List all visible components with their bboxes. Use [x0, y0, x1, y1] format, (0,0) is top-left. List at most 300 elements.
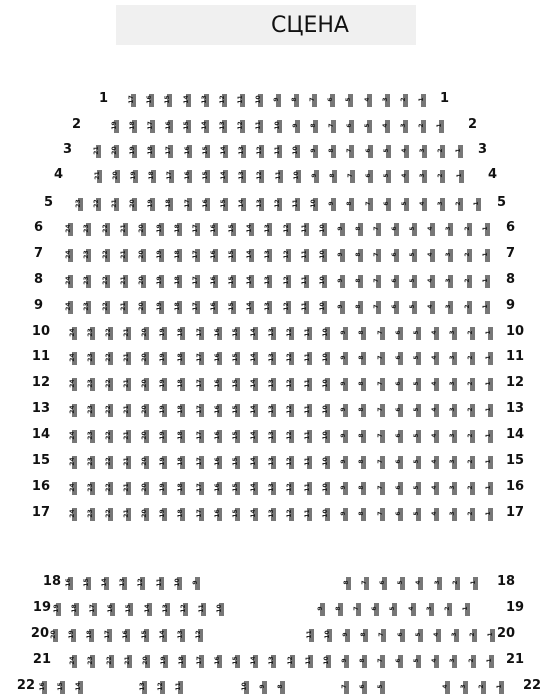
seat-row-3-2[interactable] [436, 145, 445, 158]
seat-row-11-18[interactable] [176, 352, 185, 365]
seat-row-8-9[interactable] [336, 275, 345, 288]
seat-row-8-15[interactable] [227, 275, 236, 288]
seat-row-8-2[interactable] [463, 275, 472, 288]
seat-row-10-8[interactable] [357, 327, 366, 340]
seat-row-4-13[interactable] [237, 170, 246, 183]
seat-row-14-5[interactable] [412, 430, 421, 443]
seat-row-16-10[interactable] [321, 482, 330, 495]
seat-row-16-12[interactable] [285, 482, 294, 495]
seat-row-7-23[interactable] [82, 249, 91, 262]
seat-row-2-12[interactable] [236, 120, 245, 133]
seat-row-15-23[interactable] [86, 456, 95, 469]
seat-row-19-4[interactable] [407, 603, 416, 616]
seat-row-6-5[interactable] [408, 223, 417, 236]
seat-row-6-2[interactable] [463, 223, 472, 236]
seat-row-22-1[interactable] [495, 681, 504, 694]
seat-row-21-18[interactable] [177, 655, 186, 668]
seat-row-20-15[interactable] [140, 629, 149, 642]
seat-row-5-1[interactable] [472, 198, 481, 211]
seat-row-16-9[interactable] [339, 482, 348, 495]
seat-row-2-19[interactable] [110, 120, 119, 133]
seat-row-5-6[interactable] [382, 198, 391, 211]
seat-row-21-3[interactable] [448, 655, 457, 668]
seat-row-4-16[interactable] [183, 170, 192, 183]
seat-row-15-9[interactable] [339, 456, 348, 469]
seat-row-20-11[interactable] [305, 629, 314, 642]
seat-row-6-18[interactable] [173, 223, 182, 236]
seat-row-1-16[interactable] [145, 94, 154, 107]
seat-row-14-12[interactable] [285, 430, 294, 443]
seat-row-12-12[interactable] [285, 378, 294, 391]
seat-row-10-10[interactable] [321, 327, 330, 340]
seat-row-22-4[interactable] [441, 681, 450, 694]
seat-row-17-23[interactable] [86, 508, 95, 521]
seat-row-16-23[interactable] [86, 482, 95, 495]
seat-row-4-2[interactable] [436, 170, 445, 183]
seat-row-14-20[interactable] [140, 430, 149, 443]
seat-row-6-10[interactable] [318, 223, 327, 236]
seat-row-18-11[interactable] [155, 577, 164, 590]
seat-row-4-9[interactable] [310, 170, 319, 183]
seat-row-20-9[interactable] [341, 629, 350, 642]
seat-row-18-15[interactable] [82, 577, 91, 590]
seat-row-3-7[interactable] [345, 145, 354, 158]
seat-row-1-9[interactable] [272, 94, 281, 107]
seat-row-13-22[interactable] [104, 404, 113, 417]
seat-row-4-21[interactable] [93, 170, 102, 183]
seat-row-15-10[interactable] [321, 456, 330, 469]
seat-row-1-2[interactable] [399, 94, 408, 107]
seat-row-16-20[interactable] [140, 482, 149, 495]
seat-row-16-4[interactable] [430, 482, 439, 495]
seat-row-17-22[interactable] [104, 508, 113, 521]
seat-row-16-6[interactable] [394, 482, 403, 495]
seat-row-1-6[interactable] [326, 94, 335, 107]
seat-row-6-14[interactable] [245, 223, 254, 236]
seat-row-9-5[interactable] [408, 301, 417, 314]
seat-row-16-13[interactable] [267, 482, 276, 495]
seat-row-22-16[interactable] [38, 681, 47, 694]
seat-row-14-1[interactable] [484, 430, 493, 443]
seat-row-4-7[interactable] [346, 170, 355, 183]
seat-row-21-2[interactable] [467, 655, 476, 668]
seat-row-13-23[interactable] [86, 404, 95, 417]
seat-row-11-21[interactable] [122, 352, 131, 365]
seat-row-9-15[interactable] [227, 301, 236, 314]
seat-row-10-13[interactable] [267, 327, 276, 340]
seat-row-11-24[interactable] [68, 352, 77, 365]
seat-row-11-2[interactable] [466, 352, 475, 365]
seat-row-17-12[interactable] [285, 508, 294, 521]
seat-row-6-9[interactable] [336, 223, 345, 236]
seat-row-7-13[interactable] [263, 249, 272, 262]
seat-row-2-13[interactable] [218, 120, 227, 133]
seat-row-5-22[interactable] [92, 198, 101, 211]
seat-row-20-13[interactable] [176, 629, 185, 642]
seat-row-8-22[interactable] [101, 275, 110, 288]
seat-row-1-8[interactable] [290, 94, 299, 107]
seat-row-19-2[interactable] [443, 603, 452, 616]
seat-row-4-20[interactable] [111, 170, 120, 183]
seat-row-4-8[interactable] [328, 170, 337, 183]
seat-row-2-4[interactable] [381, 120, 390, 133]
seat-row-5-17[interactable] [183, 198, 192, 211]
seat-row-18-4[interactable] [414, 577, 423, 590]
seat-row-16-22[interactable] [104, 482, 113, 495]
seat-row-14-4[interactable] [430, 430, 439, 443]
seat-row-9-21[interactable] [119, 301, 128, 314]
seat-row-16-1[interactable] [484, 482, 493, 495]
seat-row-13-7[interactable] [376, 404, 385, 417]
seat-row-10-7[interactable] [376, 327, 385, 340]
seat-row-19-18[interactable] [70, 603, 79, 616]
seat-row-8-8[interactable] [354, 275, 363, 288]
seat-row-2-10[interactable] [273, 120, 282, 133]
seat-row-22-11[interactable] [174, 681, 183, 694]
seat-row-14-9[interactable] [339, 430, 348, 443]
seat-row-21-15[interactable] [231, 655, 240, 668]
seat-row-11-11[interactable] [303, 352, 312, 365]
seat-row-19-6[interactable] [370, 603, 379, 616]
seat-row-8-7[interactable] [372, 275, 381, 288]
seat-row-14-22[interactable] [104, 430, 113, 443]
seat-row-17-4[interactable] [430, 508, 439, 521]
seat-row-17-18[interactable] [176, 508, 185, 521]
seat-row-7-6[interactable] [390, 249, 399, 262]
seat-row-19-1[interactable] [461, 603, 470, 616]
seat-row-10-23[interactable] [86, 327, 95, 340]
seat-row-15-21[interactable] [122, 456, 131, 469]
seat-row-8-12[interactable] [282, 275, 291, 288]
seat-row-12-5[interactable] [412, 378, 421, 391]
seat-row-18-8[interactable] [342, 577, 351, 590]
seat-row-10-5[interactable] [412, 327, 421, 340]
seat-row-19-12[interactable] [179, 603, 188, 616]
seat-row-6-17[interactable] [191, 223, 200, 236]
seat-row-14-11[interactable] [303, 430, 312, 443]
seat-row-1-1[interactable] [417, 94, 426, 107]
seat-row-19-16[interactable] [106, 603, 115, 616]
seat-row-10-17[interactable] [195, 327, 204, 340]
seat-row-18-3[interactable] [433, 577, 442, 590]
seat-row-22-3[interactable] [459, 681, 468, 694]
seat-row-5-7[interactable] [364, 198, 373, 211]
seat-row-14-6[interactable] [394, 430, 403, 443]
seat-row-1-13[interactable] [200, 94, 209, 107]
seat-row-22-10[interactable] [240, 681, 249, 694]
seat-row-16-14[interactable] [249, 482, 258, 495]
seat-row-7-12[interactable] [282, 249, 291, 262]
seat-row-18-10[interactable] [173, 577, 182, 590]
seat-row-4-15[interactable] [201, 170, 210, 183]
seat-row-21-22[interactable] [105, 655, 114, 668]
seat-row-15-19[interactable] [158, 456, 167, 469]
seat-row-5-11[interactable] [291, 198, 300, 211]
seat-row-12-21[interactable] [122, 378, 131, 391]
seat-row-13-1[interactable] [484, 404, 493, 417]
seat-row-10-3[interactable] [448, 327, 457, 340]
seat-row-7-18[interactable] [173, 249, 182, 262]
seat-row-2-5[interactable] [363, 120, 372, 133]
seat-row-8-16[interactable] [209, 275, 218, 288]
seat-row-21-14[interactable] [249, 655, 258, 668]
seat-row-10-18[interactable] [176, 327, 185, 340]
seat-row-6-3[interactable] [444, 223, 453, 236]
seat-row-7-1[interactable] [481, 249, 490, 262]
seat-row-21-19[interactable] [159, 655, 168, 668]
seat-row-15-22[interactable] [104, 456, 113, 469]
seat-row-9-12[interactable] [282, 301, 291, 314]
seat-row-11-16[interactable] [213, 352, 222, 365]
seat-row-13-18[interactable] [176, 404, 185, 417]
seat-row-2-7[interactable] [327, 120, 336, 133]
seat-row-12-11[interactable] [303, 378, 312, 391]
seat-row-15-24[interactable] [68, 456, 77, 469]
seat-row-7-4[interactable] [426, 249, 435, 262]
seat-row-3-15[interactable] [201, 145, 210, 158]
seat-row-22-8[interactable] [276, 681, 285, 694]
seat-row-1-3[interactable] [381, 94, 390, 107]
seat-row-11-23[interactable] [86, 352, 95, 365]
seat-row-3-20[interactable] [110, 145, 119, 158]
seat-row-19-3[interactable] [425, 603, 434, 616]
seat-row-12-1[interactable] [484, 378, 493, 391]
seat-row-13-14[interactable] [249, 404, 258, 417]
seat-row-6-19[interactable] [155, 223, 164, 236]
seat-row-11-4[interactable] [430, 352, 439, 365]
seat-row-9-1[interactable] [481, 301, 490, 314]
seat-row-17-20[interactable] [140, 508, 149, 521]
seat-row-7-15[interactable] [227, 249, 236, 262]
seat-row-6-16[interactable] [209, 223, 218, 236]
seat-row-5-3[interactable] [436, 198, 445, 211]
seat-row-21-13[interactable] [267, 655, 276, 668]
seat-row-13-5[interactable] [412, 404, 421, 417]
seat-row-5-18[interactable] [164, 198, 173, 211]
seat-row-21-24[interactable] [68, 655, 77, 668]
seat-row-17-19[interactable] [158, 508, 167, 521]
seat-row-18-2[interactable] [451, 577, 460, 590]
seat-row-12-7[interactable] [376, 378, 385, 391]
seat-row-16-2[interactable] [466, 482, 475, 495]
seat-row-6-4[interactable] [426, 223, 435, 236]
seat-row-11-10[interactable] [321, 352, 330, 365]
seat-row-16-3[interactable] [448, 482, 457, 495]
seat-row-15-15[interactable] [231, 456, 240, 469]
seat-row-3-17[interactable] [164, 145, 173, 158]
seat-row-9-11[interactable] [300, 301, 309, 314]
seat-row-13-2[interactable] [466, 404, 475, 417]
seat-row-5-15[interactable] [219, 198, 228, 211]
seat-row-4-6[interactable] [364, 170, 373, 183]
seat-row-13-16[interactable] [213, 404, 222, 417]
seat-row-9-2[interactable] [463, 301, 472, 314]
seat-row-3-14[interactable] [219, 145, 228, 158]
seat-row-22-9[interactable] [258, 681, 267, 694]
seat-row-3-18[interactable] [146, 145, 155, 158]
seat-row-20-7[interactable] [377, 629, 386, 642]
seat-row-8-3[interactable] [444, 275, 453, 288]
seat-row-1-11[interactable] [236, 94, 245, 107]
seat-row-12-18[interactable] [176, 378, 185, 391]
seat-row-20-4[interactable] [432, 629, 441, 642]
seat-row-17-5[interactable] [412, 508, 421, 521]
seat-row-11-20[interactable] [140, 352, 149, 365]
seat-row-14-14[interactable] [249, 430, 258, 443]
seat-row-13-13[interactable] [267, 404, 276, 417]
seat-row-13-19[interactable] [158, 404, 167, 417]
seat-row-17-1[interactable] [484, 508, 493, 521]
seat-row-4-11[interactable] [274, 170, 283, 183]
seat-row-1-15[interactable] [163, 94, 172, 107]
seat-row-17-21[interactable] [122, 508, 131, 521]
seat-row-12-24[interactable] [68, 378, 77, 391]
seat-row-19-17[interactable] [88, 603, 97, 616]
seat-row-2-17[interactable] [146, 120, 155, 133]
seat-row-19-19[interactable] [52, 603, 61, 616]
seat-row-21-11[interactable] [304, 655, 313, 668]
seat-row-21-8[interactable] [358, 655, 367, 668]
seat-row-21-10[interactable] [322, 655, 331, 668]
seat-row-8-4[interactable] [426, 275, 435, 288]
seat-row-15-20[interactable] [140, 456, 149, 469]
seat-row-13-17[interactable] [195, 404, 204, 417]
seat-row-6-7[interactable] [372, 223, 381, 236]
seat-row-10-9[interactable] [339, 327, 348, 340]
seat-row-6-23[interactable] [82, 223, 91, 236]
seat-row-9-10[interactable] [318, 301, 327, 314]
seat-row-18-1[interactable] [469, 577, 478, 590]
seat-row-7-20[interactable] [137, 249, 146, 262]
seat-row-3-16[interactable] [183, 145, 192, 158]
seat-row-1-5[interactable] [344, 94, 353, 107]
seat-row-5-9[interactable] [327, 198, 336, 211]
seat-row-20-14[interactable] [158, 629, 167, 642]
seat-row-6-6[interactable] [390, 223, 399, 236]
seat-row-16-5[interactable] [412, 482, 421, 495]
seat-row-15-11[interactable] [303, 456, 312, 469]
seat-row-9-14[interactable] [245, 301, 254, 314]
seat-row-8-11[interactable] [300, 275, 309, 288]
seat-row-12-10[interactable] [321, 378, 330, 391]
seat-row-12-9[interactable] [339, 378, 348, 391]
seat-row-15-2[interactable] [466, 456, 475, 469]
seat-row-8-21[interactable] [119, 275, 128, 288]
seat-row-10-22[interactable] [104, 327, 113, 340]
seat-row-9-6[interactable] [390, 301, 399, 314]
seat-row-20-1[interactable] [486, 629, 495, 642]
seat-row-16-18[interactable] [176, 482, 185, 495]
seat-row-2-8[interactable] [309, 120, 318, 133]
seat-row-10-1[interactable] [484, 327, 493, 340]
seat-row-21-1[interactable] [485, 655, 494, 668]
seat-row-13-8[interactable] [357, 404, 366, 417]
seat-row-7-7[interactable] [372, 249, 381, 262]
seat-row-17-16[interactable] [213, 508, 222, 521]
seat-row-10-11[interactable] [303, 327, 312, 340]
seat-row-19-14[interactable] [143, 603, 152, 616]
seat-row-19-15[interactable] [124, 603, 133, 616]
seat-row-12-22[interactable] [104, 378, 113, 391]
seat-row-8-20[interactable] [137, 275, 146, 288]
seat-row-11-15[interactable] [231, 352, 240, 365]
seat-row-20-12[interactable] [194, 629, 203, 642]
seat-row-9-3[interactable] [444, 301, 453, 314]
seat-row-19-11[interactable] [197, 603, 206, 616]
seat-row-21-5[interactable] [412, 655, 421, 668]
seat-row-15-1[interactable] [484, 456, 493, 469]
seat-row-10-4[interactable] [430, 327, 439, 340]
seat-row-6-15[interactable] [227, 223, 236, 236]
seat-row-4-17[interactable] [165, 170, 174, 183]
seat-row-7-3[interactable] [444, 249, 453, 262]
seat-row-3-1[interactable] [454, 145, 463, 158]
seat-row-6-20[interactable] [137, 223, 146, 236]
seat-row-12-13[interactable] [267, 378, 276, 391]
seat-row-8-13[interactable] [263, 275, 272, 288]
seat-row-15-16[interactable] [213, 456, 222, 469]
seat-row-17-11[interactable] [303, 508, 312, 521]
seat-row-21-7[interactable] [376, 655, 385, 668]
seat-row-19-8[interactable] [334, 603, 343, 616]
seat-row-14-18[interactable] [176, 430, 185, 443]
seat-row-10-21[interactable] [122, 327, 131, 340]
seat-row-18-9[interactable] [191, 577, 200, 590]
seat-row-17-10[interactable] [321, 508, 330, 521]
seat-row-19-10[interactable] [215, 603, 224, 616]
seat-row-2-11[interactable] [254, 120, 263, 133]
seat-row-5-20[interactable] [128, 198, 137, 211]
seat-row-6-1[interactable] [481, 223, 490, 236]
seat-row-13-24[interactable] [68, 404, 77, 417]
seat-row-21-6[interactable] [394, 655, 403, 668]
seat-row-5-2[interactable] [454, 198, 463, 211]
seat-row-20-2[interactable] [468, 629, 477, 642]
seat-row-22-2[interactable] [477, 681, 486, 694]
seat-row-5-19[interactable] [146, 198, 155, 211]
seat-row-15-18[interactable] [176, 456, 185, 469]
seat-row-18-5[interactable] [396, 577, 405, 590]
seat-row-14-24[interactable] [68, 430, 77, 443]
seat-row-14-7[interactable] [376, 430, 385, 443]
seat-row-12-23[interactable] [86, 378, 95, 391]
seat-row-13-11[interactable] [303, 404, 312, 417]
seat-row-20-17[interactable] [103, 629, 112, 642]
seat-row-17-15[interactable] [231, 508, 240, 521]
seat-row-3-12[interactable] [255, 145, 264, 158]
seat-row-5-12[interactable] [273, 198, 282, 211]
seat-row-4-14[interactable] [219, 170, 228, 183]
seat-row-10-19[interactable] [158, 327, 167, 340]
seat-row-14-19[interactable] [158, 430, 167, 443]
seat-row-9-13[interactable] [263, 301, 272, 314]
seat-row-15-14[interactable] [249, 456, 258, 469]
seat-row-22-6[interactable] [358, 681, 367, 694]
seat-row-9-9[interactable] [336, 301, 345, 314]
seat-row-3-5[interactable] [382, 145, 391, 158]
seat-row-2-15[interactable] [182, 120, 191, 133]
seat-row-3-3[interactable] [418, 145, 427, 158]
seat-row-14-23[interactable] [86, 430, 95, 443]
seat-row-20-8[interactable] [359, 629, 368, 642]
seat-row-10-24[interactable] [68, 327, 77, 340]
seat-row-13-12[interactable] [285, 404, 294, 417]
seat-row-6-12[interactable] [282, 223, 291, 236]
seat-row-7-11[interactable] [300, 249, 309, 262]
seat-row-17-17[interactable] [195, 508, 204, 521]
seat-row-6-24[interactable] [64, 223, 73, 236]
seat-row-2-14[interactable] [200, 120, 209, 133]
